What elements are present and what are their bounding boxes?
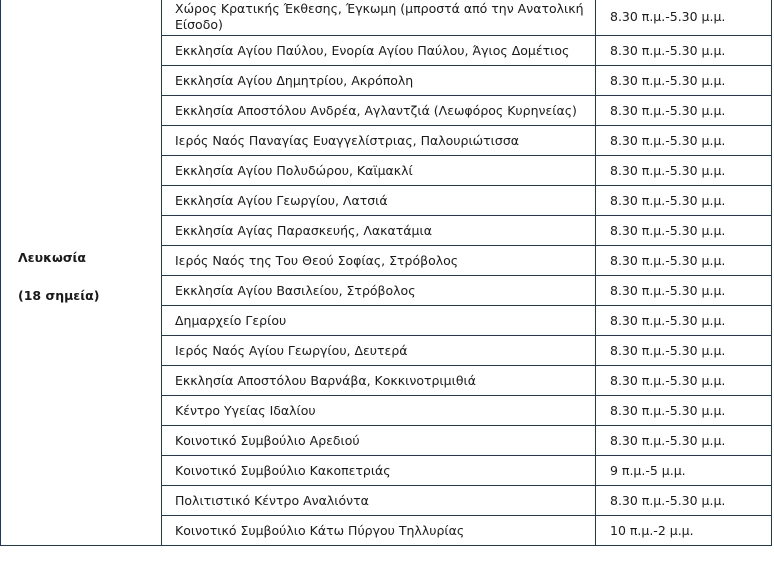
location-cell: Δημαρχείο Γερίου [162, 306, 596, 336]
hours-cell: 8.30 π.μ.-5.30 μ.μ. [596, 486, 772, 516]
district-count: (18 σημεία) [18, 288, 100, 303]
hours-cell: 8.30 π.μ.-5.30 μ.μ. [596, 336, 772, 366]
hours-cell: 8.30 π.μ.-5.30 μ.μ. [596, 276, 772, 306]
hours-cell: 8.30 π.μ.-5.30 μ.μ. [596, 186, 772, 216]
hours-cell: 8.30 π.μ.-5.30 μ.μ. [596, 366, 772, 396]
location-cell: Εκκλησία Αγίας Παρασκευής, Λακατάμια [162, 216, 596, 246]
hours-cell: 8.30 π.μ.-5.30 μ.μ. [596, 306, 772, 336]
location-cell: Εκκλησία Αγίου Πολυδώρου, Καϊμακλί [162, 156, 596, 186]
district-block [18, 250, 161, 304]
hours-cell: 8.30 π.μ.-5.30 μ.μ. [596, 216, 772, 246]
location-cell: Χώρος Κρατικής Έκθεσης, Έγκωμη (μπροστά από την Ανατολική Είσοδο) [162, 0, 596, 36]
table-row [1, 0, 772, 36]
district-name: Λευκωσία [18, 250, 87, 265]
hours-cell: 8.30 π.μ.-5.30 μ.μ. [596, 96, 772, 126]
location-cell: Εκκλησία Αποστόλου Ανδρέα, Αγλαντζιά (Λεωφόρος Κυρηνείας) [162, 96, 596, 126]
location-cell: Πολιτιστικό Κέντρο Αναλιόντα [162, 486, 596, 516]
location-cell: Κοινοτικό Συμβούλιο Κακοπετριάς [162, 456, 596, 486]
hours-cell: 8.30 π.μ.-5.30 μ.μ. [596, 246, 772, 276]
location-cell: Ιερός Ναός Αγίου Γεωργίου, Δευτερά [162, 336, 596, 366]
location-cell: Ιερός Ναός της Του Θεού Σοφίας, Στρόβολος [162, 246, 596, 276]
hours-cell: 8.30 π.μ.-5.30 μ.μ. [596, 126, 772, 156]
location-cell: Κέντρο Υγείας Ιδαλίου [162, 396, 596, 426]
location-cell: Εκκλησία Αποστόλου Βαρνάβα, Κοκκινοτριμιθιά [162, 366, 596, 396]
location-cell: Εκκλησία Αγίου Γεωργίου, Λατσιά [162, 186, 596, 216]
location-cell: Κοινοτικό Συμβούλιο Κάτω Πύργου Τηλλυρίας [162, 516, 596, 546]
location-cell: Εκκλησία Αγίου Βασιλείου, Στρόβολος [162, 276, 596, 306]
hours-cell: 8.30 π.μ.-5.30 μ.μ. [596, 426, 772, 456]
table-body [1, 0, 772, 546]
location-cell: Κοινοτικό Συμβούλιο Αρεδιού [162, 426, 596, 456]
hours-cell: 8.30 π.μ.-5.30 μ.μ. [596, 156, 772, 186]
district-cell [1, 0, 162, 546]
hours-cell: 8.30 π.μ.-5.30 μ.μ. [596, 0, 772, 36]
hours-cell: 8.30 π.μ.-5.30 μ.μ. [596, 36, 772, 66]
location-cell: Εκκλησία Αγίου Δημητρίου, Ακρόπολη [162, 66, 596, 96]
hours-cell: 8.30 π.μ.-5.30 μ.μ. [596, 66, 772, 96]
hours-cell: 8.30 π.μ.-5.30 μ.μ. [596, 396, 772, 426]
hours-cell: 9 π.μ.-5 μ.μ. [596, 456, 772, 486]
location-cell: Ιερός Ναός Παναγίας Ευαγγελίστριας, Παλουριώτισσα [162, 126, 596, 156]
hours-cell: 10 π.μ.-2 μ.μ. [596, 516, 772, 546]
location-cell: Εκκλησία Αγίου Παύλου, Ενορία Αγίου Παύλου, Άγιος Δομέτιος [162, 36, 596, 66]
